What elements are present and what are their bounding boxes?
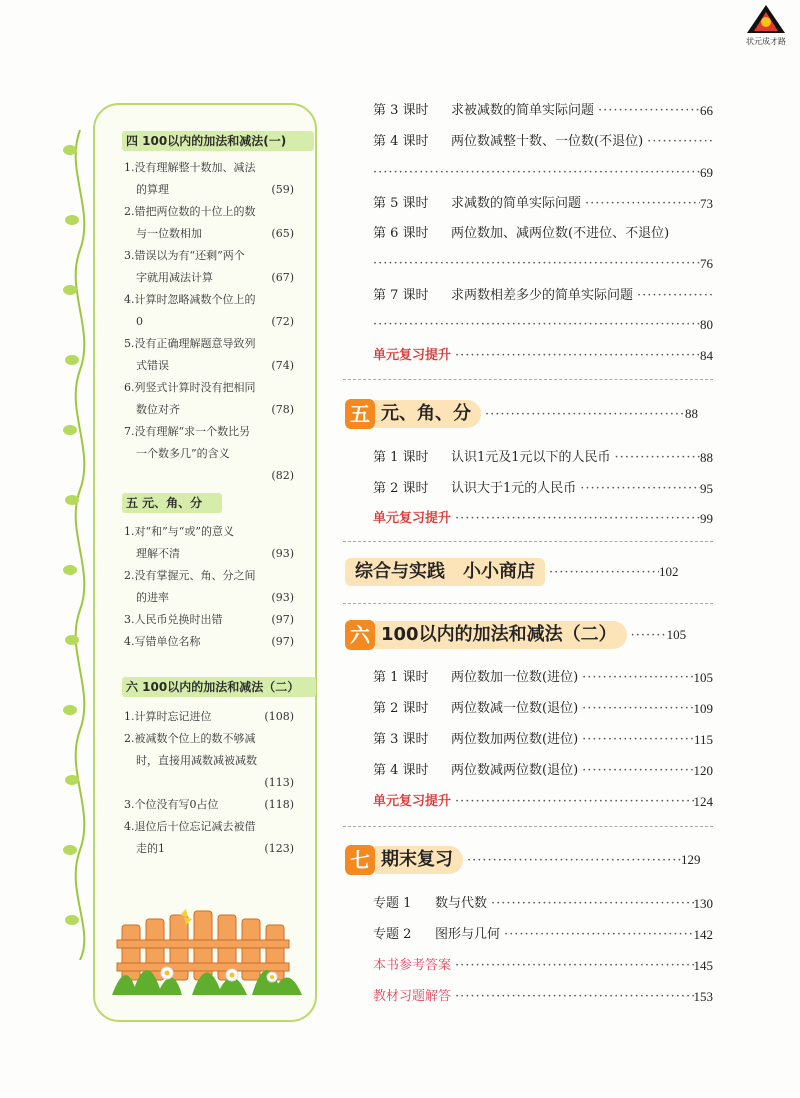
publisher-logo: [742, 4, 790, 44]
error-item-cont: 0: [136, 315, 143, 328]
lesson-number: 第 4 课时: [373, 134, 429, 149]
lesson-title: 两位数加、减两位数(不进位、不退位): [451, 226, 670, 241]
error-page: (65): [271, 227, 294, 240]
error-page: (67): [271, 271, 294, 284]
leader-dots: [611, 448, 700, 468]
page-number: 69: [700, 165, 713, 180]
error-item: 3.错误以为有“还剩”两个: [124, 249, 245, 262]
leader-dots: [576, 479, 700, 499]
lesson-title: 本书参考答案: [373, 958, 452, 973]
leader-dots: [463, 853, 681, 868]
unit-title: 元、角、分: [375, 400, 481, 428]
error-item: 1.没有理解整十数加、减法: [124, 161, 256, 174]
page-number: 88: [685, 406, 698, 421]
lesson-number: 第 6 课时: [373, 226, 429, 241]
leader-dots: [500, 925, 693, 945]
section-heading-unit6: 六 100以内的加法和减法（二）: [122, 677, 316, 697]
page-number: 130: [693, 896, 713, 911]
error-item-cont: 理解不清: [136, 547, 180, 560]
page-number: 129: [681, 852, 701, 867]
page-number: 124: [693, 794, 713, 809]
topic-number: 专题 1: [373, 896, 412, 911]
unit-badge: 五: [345, 399, 375, 429]
leader-dots: [451, 987, 693, 1007]
leader-dots: [373, 254, 700, 274]
error-list-unit4: [124, 157, 304, 487]
leader-dots: [481, 407, 685, 422]
fence-grass-illustration: [112, 905, 302, 995]
toc-row[interactable]: [373, 699, 713, 719]
error-item: 4.写错单位名称: [124, 635, 201, 648]
lesson-title: 认识大于1元的人民币: [451, 481, 577, 496]
lesson-title: 两位数减一位数(退位): [451, 701, 579, 716]
page-number: 105: [693, 670, 713, 685]
page-number: 88: [700, 450, 713, 465]
error-page: (97): [271, 635, 294, 648]
lesson-number: 第 1 课时: [373, 670, 429, 685]
error-item-cont: 时，直接用减数减被减数: [136, 754, 257, 767]
practice-title: 综合与实践 小小商店: [345, 558, 545, 586]
lesson-number: 第 3 课时: [373, 103, 429, 118]
page-number: 84: [700, 348, 713, 363]
leader-dots: [451, 509, 700, 529]
error-page: (123): [264, 842, 294, 855]
logo-icon: [746, 4, 786, 34]
error-item: 3.个位没有写0占位: [124, 798, 219, 811]
lesson-title: 两位数减整十数、一位数(不退位): [451, 134, 644, 149]
error-item: 2.没有掌握元、角、分之间: [124, 569, 256, 582]
page-number: 120: [693, 763, 713, 778]
practice-heading[interactable]: [345, 557, 679, 587]
error-item: 4.退位后十位忘记减去被借: [124, 820, 256, 833]
topic-number: 专题 2: [373, 927, 412, 942]
page-number: 99: [700, 511, 713, 526]
page-number: 142: [693, 927, 713, 942]
error-item-cont: 字就用减法计算: [136, 271, 213, 284]
lesson-title: 两位数减两位数(退位): [451, 763, 579, 778]
error-item: 5.没有正确理解题意导致列: [124, 337, 256, 350]
lesson-number: 第 3 课时: [373, 732, 429, 747]
toc-row[interactable]: [373, 101, 713, 121]
divider: [343, 603, 713, 604]
leader-dots: [578, 699, 693, 719]
error-item: 3.人民币兑换时出错: [124, 613, 223, 626]
leader-dots: [581, 194, 700, 214]
page-number: 109: [693, 701, 713, 716]
error-item-cont: 式错误: [136, 359, 169, 372]
toc-row-continuation: [373, 254, 713, 274]
page-number: 73: [700, 196, 713, 211]
section-heading-unit4: 四 100以内的加法和减法(一): [122, 131, 314, 151]
toc-row-unit-review[interactable]: [373, 792, 713, 812]
unit-title: 100以内的加法和减法（二）: [375, 621, 627, 649]
error-list-unit6: [124, 706, 304, 860]
divider: [343, 826, 713, 827]
divider: [343, 541, 713, 542]
error-item: 1.对“和”与“或”的意义: [124, 525, 234, 538]
toc-row-continuation: [373, 315, 713, 335]
leader-dots: [594, 101, 700, 121]
lesson-number: 第 2 课时: [373, 701, 429, 716]
toc-row[interactable]: [373, 132, 713, 152]
unit-badge: 六: [345, 620, 375, 650]
leader-dots: [373, 315, 700, 335]
page-number: 145: [693, 958, 713, 973]
leader-dots: [373, 163, 700, 183]
leader-dots: [451, 346, 700, 366]
page-number: 115: [693, 732, 713, 747]
leader-dots: [578, 668, 693, 688]
error-item-cont: 数位对齐: [136, 403, 180, 416]
lesson-number: 第 7 课时: [373, 288, 429, 303]
error-item: 6.列竖式计算时没有把相同: [124, 381, 256, 394]
page-number: 105: [666, 627, 687, 642]
leader-dots: [643, 132, 713, 152]
lesson-number: 第 5 课时: [373, 196, 429, 211]
leader-dots: [627, 628, 667, 643]
leader-dots: [578, 761, 693, 781]
toc-row[interactable]: [373, 448, 713, 468]
toc-row[interactable]: [373, 224, 713, 244]
error-item: 7.没有理解“求一个数比另: [124, 425, 251, 438]
page-number: 66: [700, 103, 713, 118]
toc-row[interactable]: [373, 894, 713, 914]
leader-dots: [633, 286, 713, 306]
leader-dots: [487, 894, 693, 914]
error-page: (59): [271, 183, 294, 196]
leader-dots: [578, 730, 694, 750]
error-page: (72): [271, 315, 294, 328]
lesson-title: 单元复习提升: [373, 348, 452, 363]
lesson-number: 第 4 课时: [373, 763, 429, 778]
page-number: 95: [700, 481, 713, 496]
lesson-number: 第 1 课时: [373, 450, 429, 465]
leader-dots: [545, 565, 659, 580]
lesson-title: 两位数加两位数(进位): [451, 732, 579, 747]
error-item-cont: 的进率: [136, 591, 169, 604]
error-item-cont: 的算理: [136, 183, 169, 196]
error-item: 2.错把两位数的十位上的数: [124, 205, 256, 218]
error-item: 4.计算时忽略减数个位上的: [124, 293, 256, 306]
error-page: (78): [271, 403, 294, 416]
divider: [343, 379, 713, 380]
lesson-title: 求减数的简单实际问题: [451, 196, 582, 211]
error-item: 1.计算时忘记进位: [124, 710, 212, 723]
lesson-title: 教材习题解答: [373, 989, 452, 1004]
error-item-cont: 一个数多几”的含义: [136, 447, 230, 460]
toc-row[interactable]: [373, 479, 713, 499]
toc-row-unit-review[interactable]: [373, 509, 713, 529]
lesson-number: 第 2 课时: [373, 481, 429, 496]
error-page: (74): [271, 359, 294, 372]
unit-badge: 七: [345, 845, 375, 875]
error-page: (118): [264, 798, 294, 811]
page-number: 153: [693, 989, 713, 1004]
vine-decoration: [60, 130, 100, 960]
toc-row[interactable]: [373, 730, 713, 750]
toc-row-textbook-solutions[interactable]: [373, 987, 713, 1007]
lesson-title: 两位数加一位数(进位): [451, 670, 579, 685]
error-page: (82): [271, 469, 294, 482]
lesson-title: 认识1元及1元以下的人民币: [451, 450, 611, 465]
unit-title: 期末复习: [375, 846, 463, 874]
leader-dots: [451, 956, 693, 976]
page-number: 80: [700, 317, 713, 332]
logo-caption: 状元成才路: [746, 37, 786, 46]
toc-row[interactable]: [373, 668, 713, 688]
toc-row-unit-review[interactable]: [373, 346, 713, 366]
error-list-unit5: [124, 521, 304, 653]
error-item-cont: 与一位数相加: [136, 227, 202, 240]
toc-row[interactable]: [373, 925, 713, 945]
unit-heading-6[interactable]: [345, 619, 686, 651]
page-number: 102: [659, 564, 679, 579]
lesson-title: 单元复习提升: [373, 511, 452, 526]
unit-heading-5[interactable]: [345, 398, 698, 430]
toc-row[interactable]: [373, 761, 713, 781]
error-item: 2.被减数个位上的数不够减: [124, 732, 256, 745]
unit-heading-7[interactable]: [345, 844, 701, 876]
topic-title: 数与代数: [435, 896, 488, 911]
toc-row-continuation: [373, 163, 713, 183]
error-item-cont: 走的1: [136, 842, 165, 855]
toc-row[interactable]: [373, 194, 713, 214]
error-page: (97): [271, 613, 294, 626]
section-heading-unit5: 五 元、角、分: [122, 493, 222, 513]
toc-row-answers[interactable]: [373, 956, 713, 976]
error-page: (113): [264, 776, 294, 789]
leader-dots: [451, 792, 693, 812]
error-page: (93): [271, 591, 294, 604]
lesson-title: 求被减数的简单实际问题: [451, 103, 595, 118]
error-page: (108): [264, 710, 294, 723]
topic-title: 图形与几何: [435, 927, 501, 942]
page-number: 76: [700, 256, 713, 271]
error-page: (93): [271, 547, 294, 560]
lesson-title: 求两数相差多少的简单实际问题: [451, 288, 634, 303]
toc-row[interactable]: [373, 286, 713, 306]
lesson-title: 单元复习提升: [373, 794, 452, 809]
